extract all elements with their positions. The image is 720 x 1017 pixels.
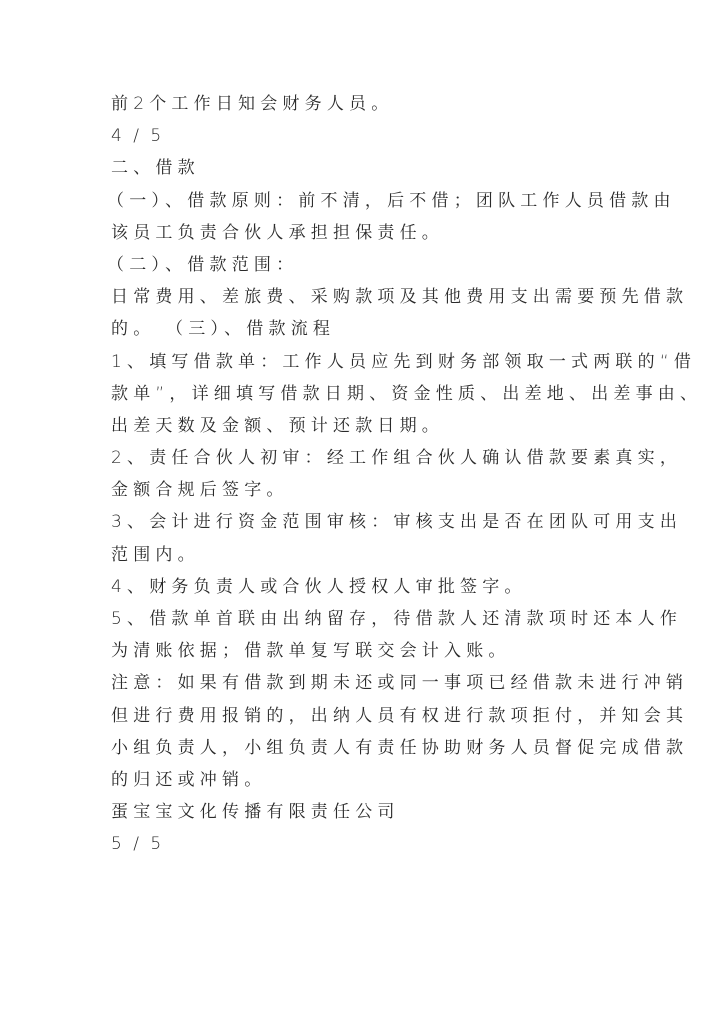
subsection-loan-process: 的。 （三）、借款流程 [111,319,336,340]
text-line-guarantee: 该员工负责合伙人承担担保责任。 [111,222,444,243]
note-continued-3: 的归还或冲销。 [111,769,267,790]
subsection-loan-principle: （一）、借款原则：前不清，后不借；团队工作人员借款由 [107,190,676,211]
step-1-continued: 款单”，详细填写借款日期、资金性质、出差地、出差事由、 [111,383,703,404]
step-2-partner-review: 2、责任合伙人初审：经工作组合伙人确认借款要素真实， [111,448,683,469]
note-continued: 但进行费用报销的，出纳人员有权进行款项拒付，并知会其 [111,705,689,726]
note-continued-2: 小组负责人，小组负责人有责任协助财务人员督促完成借款 [111,737,689,758]
step-4-approval: 4、财务负责人或合伙人授权人审批签字。 [111,576,527,597]
page-number-4-of-5: 4 / 5 [111,126,165,147]
step-1-continued-2: 出差天数及金额、预计还款日期。 [111,415,444,436]
step-1-fill-form: 1、填写借款单：工作人员应先到财务部领取一式两联的“借 [111,351,697,372]
step-2-continued: 金额合规后签字。 [111,480,289,501]
step-5-cashier-retention: 5、借款单首联由出纳留存，待借款人还清款项时还本人作 [111,609,683,629]
page-number-5-of-5: 5 / 5 [111,834,165,855]
subsection-loan-scope: （二）、借款范围： [107,254,299,275]
text-line-scope-detail: 日常费用、差旅费、采购款项及其他费用支出需要预先借款 [111,287,689,308]
text-line-notify-finance: 前2个工作日知会财务人员。 [111,94,394,114]
step-5-continued: 为清账依据；借款单复写联交会计入账。 [111,641,511,662]
step-3-continued: 范围内。 [111,544,200,565]
company-name: 蛋宝宝文化传播有限责任公司 [111,802,400,823]
step-3-accounting-review: 3、会计进行资金范围审核：审核支出是否在团队可用支出 [111,512,683,533]
document-page [107,88,703,861]
note-paragraph: 注意：如果有借款到期未还或同一事项已经借款未进行冲销 [111,673,689,694]
section-heading-loans: 二、借款 [111,158,200,179]
